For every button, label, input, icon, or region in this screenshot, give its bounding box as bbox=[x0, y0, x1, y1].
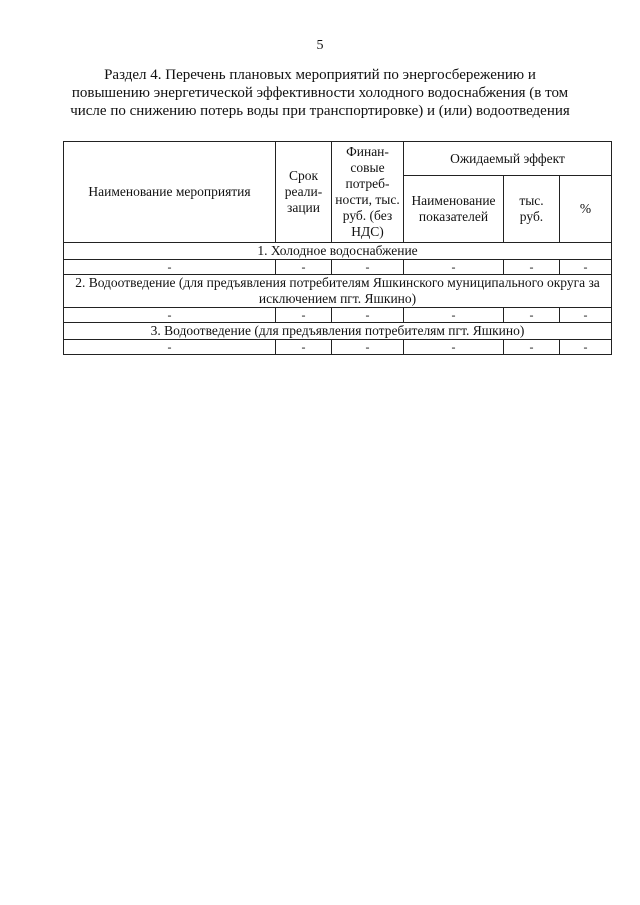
table-row bbox=[64, 260, 612, 275]
header-percent: % bbox=[560, 176, 612, 243]
cell-finance: - bbox=[332, 308, 404, 323]
section-heading: 3. Водоотведение (для предъявления потребителям пгт. Яшкино) bbox=[64, 323, 612, 340]
cell-indicator: - bbox=[404, 308, 504, 323]
cell-term: - bbox=[276, 308, 332, 323]
header-finance: Финан-совые потреб-ности, тыс. руб. (без НДС) bbox=[332, 142, 404, 243]
cell-term: - bbox=[276, 340, 332, 355]
cell-percent: - bbox=[560, 340, 612, 355]
cell-thousand-rub: - bbox=[504, 340, 560, 355]
plan-table bbox=[63, 141, 612, 355]
section-title: Раздел 4. Перечень плановых мероприятий по энергосбережению и повышению энергетической эффективности холодного водоснабжения (в том числе по снижению потерь воды при транспортировке) и (или) водоотведения bbox=[70, 67, 570, 119]
table-row bbox=[64, 340, 612, 355]
section-heading: 1. Холодное водоснабжение bbox=[64, 243, 612, 260]
cell-name: - bbox=[64, 260, 276, 275]
cell-finance: - bbox=[332, 340, 404, 355]
header-effect: Ожидаемый эффект bbox=[404, 142, 612, 176]
cell-thousand-rub: - bbox=[504, 308, 560, 323]
header-name: Наименование мероприятия bbox=[64, 142, 276, 243]
cell-term: - bbox=[276, 260, 332, 275]
section-heading: 2. Водоотведение (для предъявления потребителям Яшкинского муниципального округа за исключением пгт. Яшкино) bbox=[64, 275, 612, 308]
page-number: 5 bbox=[316, 38, 324, 53]
cell-thousand-rub: - bbox=[504, 260, 560, 275]
header-term: Срок реали-зации bbox=[276, 142, 332, 243]
table-row bbox=[64, 308, 612, 323]
cell-indicator: - bbox=[404, 260, 504, 275]
cell-name: - bbox=[64, 340, 276, 355]
cell-name: - bbox=[64, 308, 276, 323]
cell-indicator: - bbox=[404, 340, 504, 355]
header-thousand-rub: тыс. руб. bbox=[504, 176, 560, 243]
cell-percent: - bbox=[560, 260, 612, 275]
cell-finance: - bbox=[332, 260, 404, 275]
cell-percent: - bbox=[560, 308, 612, 323]
header-indicator-name: Наименование показателей bbox=[404, 176, 504, 243]
